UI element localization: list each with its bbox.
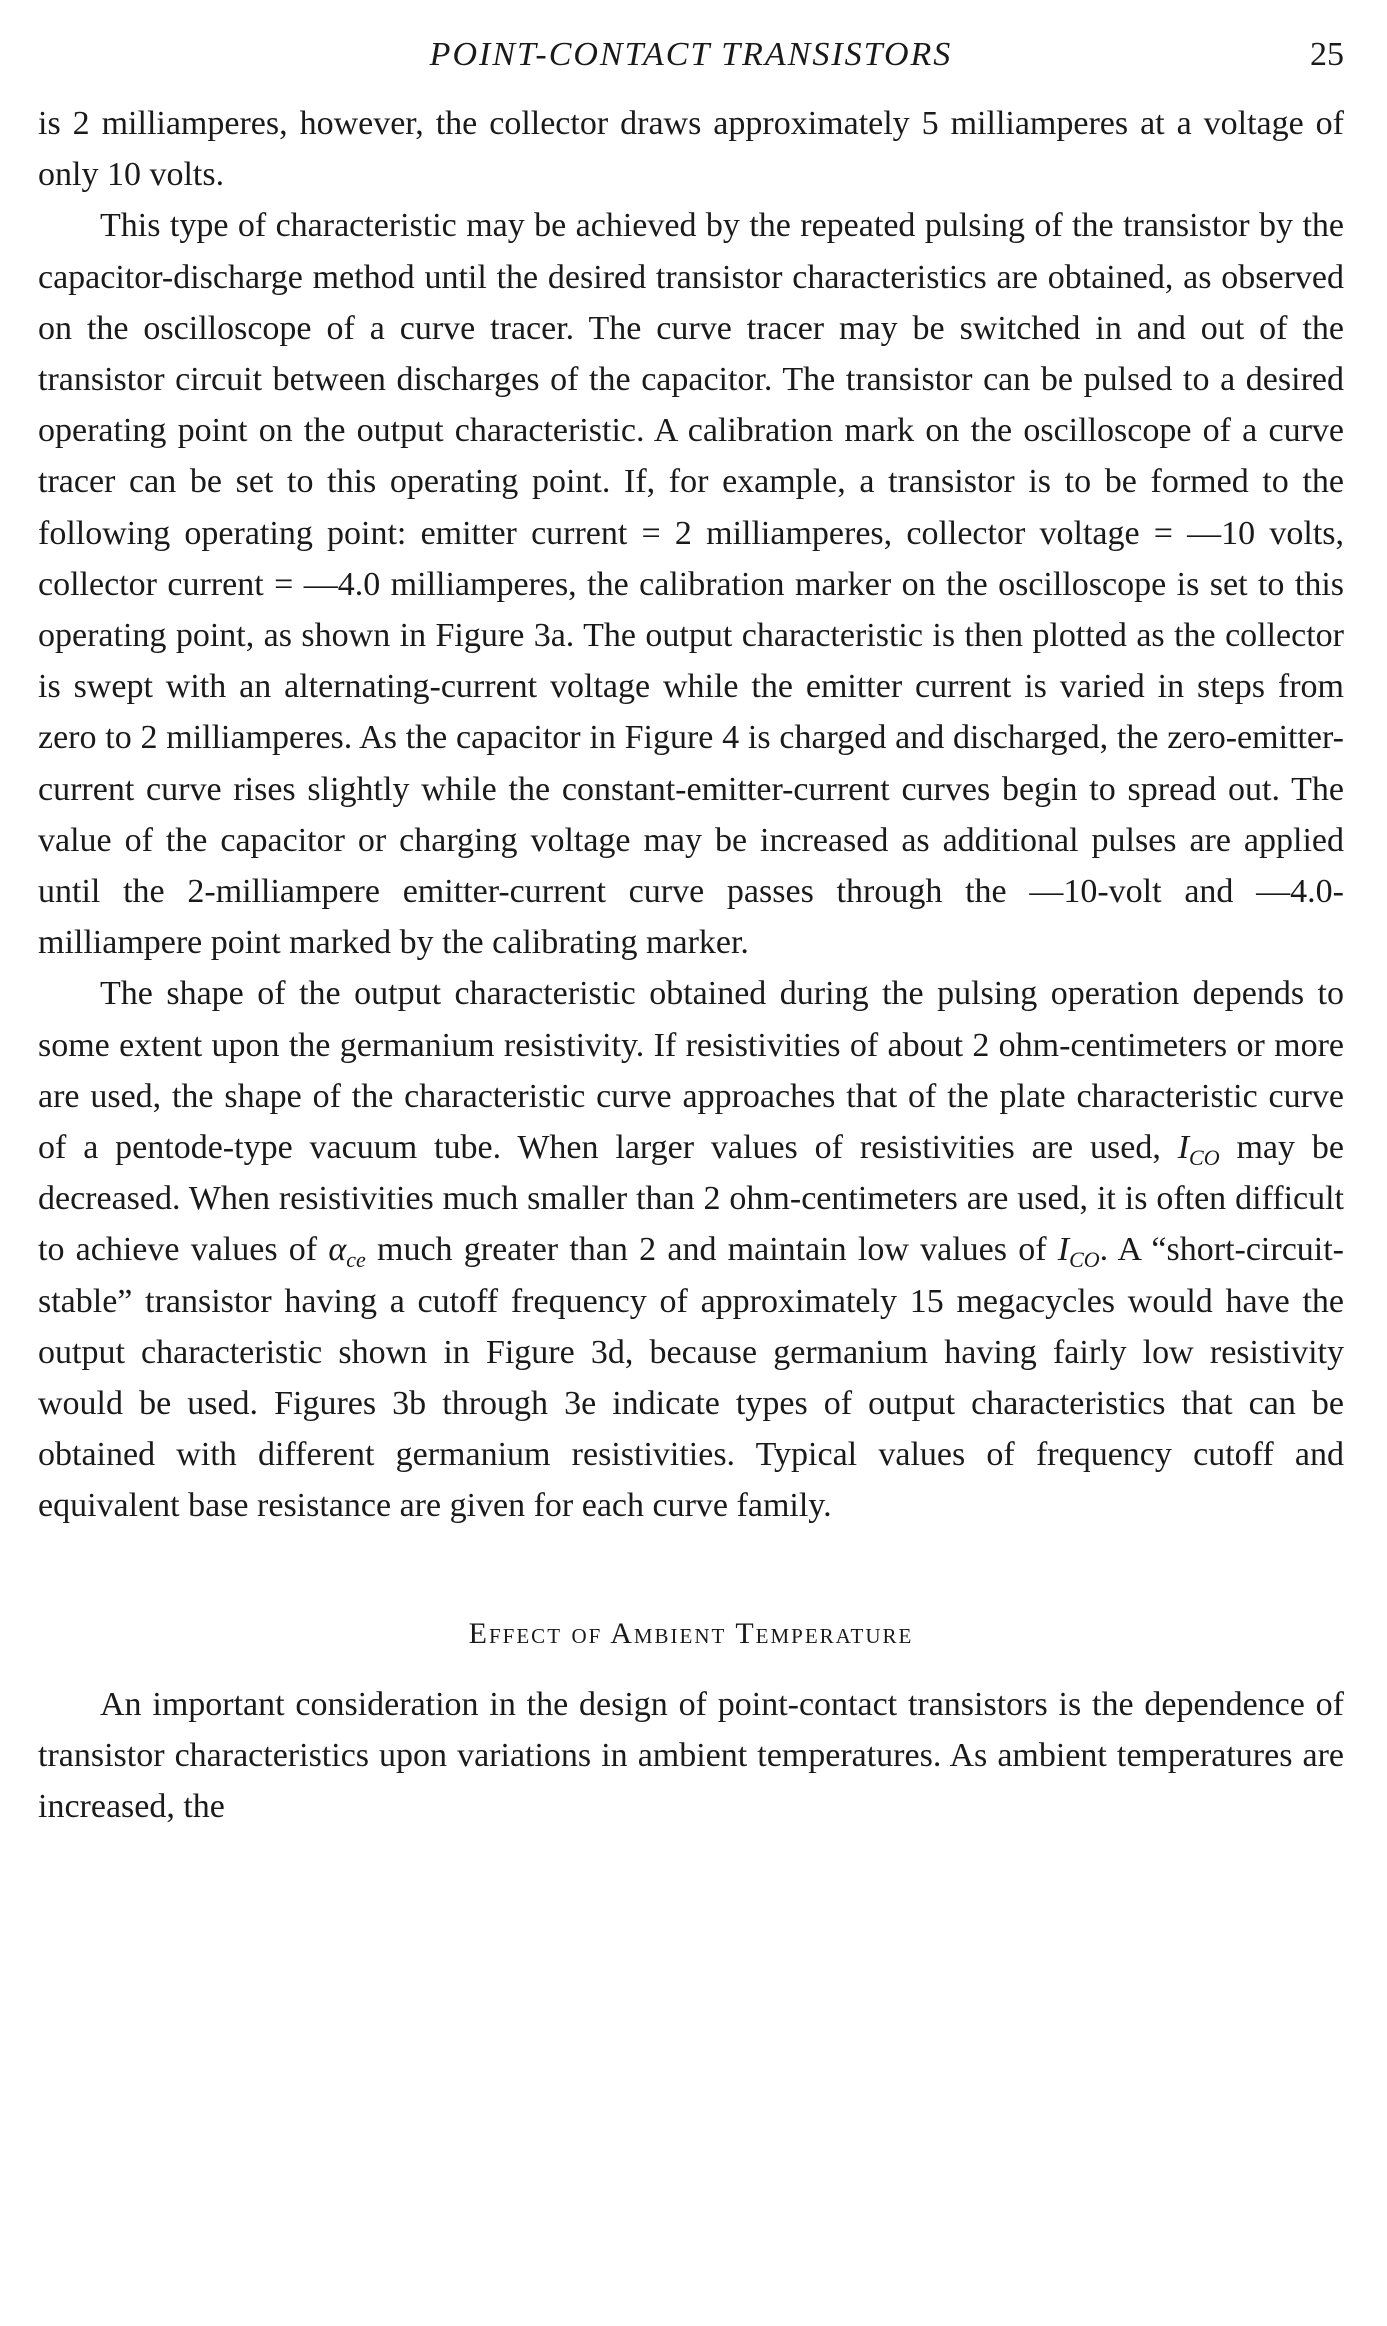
body-text bbox=[38, 98, 1344, 1832]
book-page bbox=[38, 30, 1344, 1832]
text-run: may be decreased. When resistivities much smaller than 2 ohm-centimeters are used, it is often difficult to achieve values of bbox=[38, 1129, 1344, 1269]
section-heading: Effect of Ambient Temperature bbox=[468, 1616, 914, 1650]
paragraph-continuation: is 2 milliamperes, however, the collector draws approximately 5 milliamperes at a voltage of only 10 volts. bbox=[38, 105, 1344, 194]
ico-subscript: CO bbox=[1189, 1145, 1220, 1171]
alpha-symbol: α bbox=[328, 1231, 347, 1269]
paragraph-germanium-resistivity bbox=[38, 968, 1344, 1531]
ico-subscript: CO bbox=[1069, 1247, 1100, 1273]
running-title: POINT-CONTACT TRANSISTORS bbox=[429, 36, 953, 73]
running-header bbox=[38, 30, 1344, 80]
page-number: 25 bbox=[1310, 36, 1344, 73]
text-run: The shape of the output characteristic obtained during the pulsing operation depends to some extent upon the germanium resistivity. If resistivities of about 2 ohm-centimeters or more are used, the shape of the characteristic curve approaches that of the plate characteristic curve of a pentode-type vacuum tube. When larger values of resistivities are used, bbox=[38, 975, 1344, 1167]
paragraph-ambient-temperature: An important consideration in the design of point-contact transistors is the dependence of transistor characteristics upon variations in ambient temperatures. As ambient temperatures are increased, the bbox=[38, 1685, 1344, 1826]
text-run: much greater than 2 and maintain low values of bbox=[365, 1231, 1058, 1269]
alpha-subscript: ce bbox=[346, 1247, 366, 1273]
paragraph-pulsing-method: This type of characteristic may be achieved by the repeated pulsing of the transistor by the capacitor-discharge method until the desired transistor characteristics are obtained, as observed on the oscilloscope of a curve tracer. The curve tracer may be switched in and out of the transistor circuit between discharges of the capacitor. The transistor can be pulsed to a desired operating point on the output characteristic. A calibration mark on the oscilloscope of a curve tracer can be set to this operating point. If, for example, a transistor is to be formed to the following operating point: emitter current = 2 milliamperes, collector voltage = —10 volts, collector current = —4.0 milliamperes, the calibration marker on the oscilloscope is set to this operating point, as shown in Figure 3a. The output characteristic is then plotted as the collector is swept with an alternating-current voltage while the emitter current is varied in steps from zero to 2 milliamperes. As the capacitor in Figure 4 is charged and discharged, the zero-emitter-current curve rises slightly while the constant-emitter-current curves begin to spread out. The value of the capacitor or charging voltage may be increased as additional pulses are applied until the 2-milliampere emitter-current curve passes through the —10-volt and —4.0-milliampere point marked by the calibrating marker. bbox=[38, 207, 1344, 962]
text-run: . A “short-circuit-stable” transistor having a cutoff frequency of approximately 15 megacycles would have the output characteristic shown in Figure 3d, because germanium having fairly low resistivity would be used. Figures 3b through 3e indicate types of output characteristics that can be obtained with different germanium resistivities. Typical values of frequency cutoff and equivalent base resistance are given for each curve family. bbox=[38, 1231, 1344, 1525]
ico-symbol: I bbox=[1057, 1231, 1070, 1269]
ico-symbol: I bbox=[1177, 1129, 1190, 1167]
